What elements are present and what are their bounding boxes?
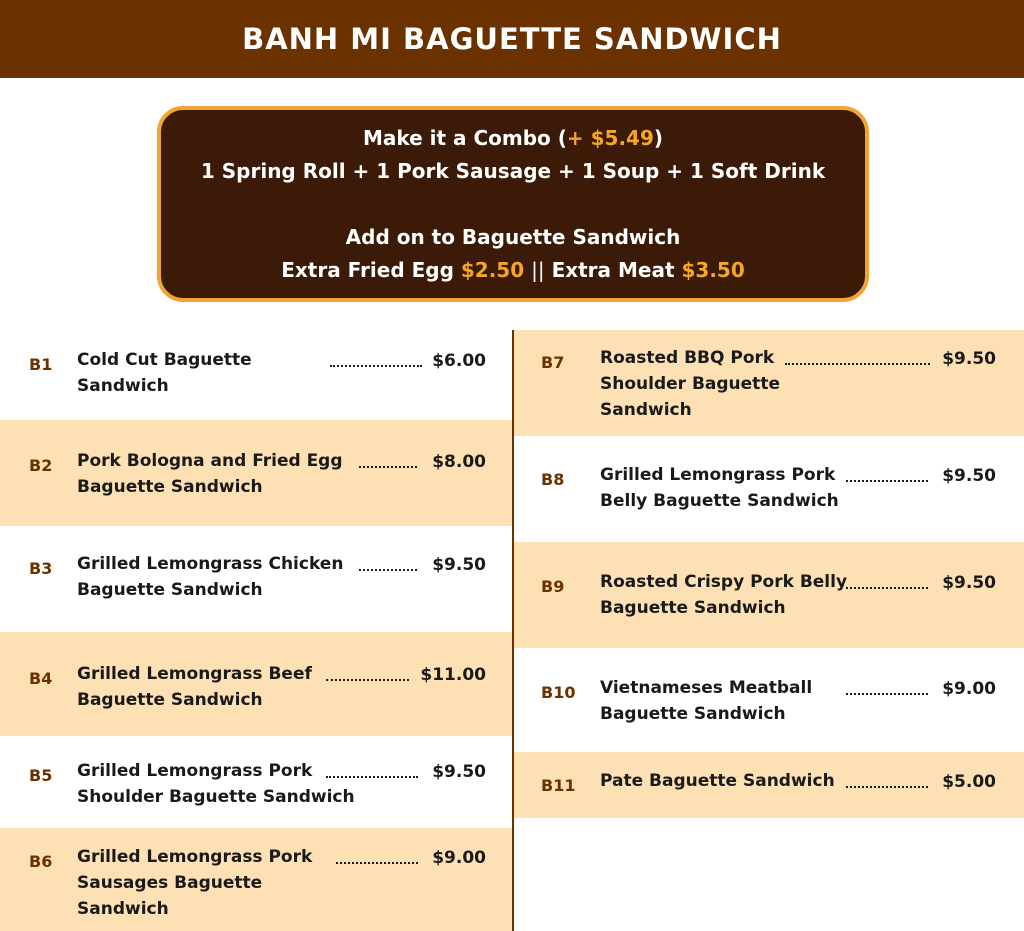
item-price: $9.50 bbox=[432, 762, 486, 782]
price-leader-dots bbox=[785, 363, 930, 365]
item-code: B7 bbox=[541, 353, 565, 372]
price-leader-dots bbox=[359, 569, 417, 571]
item-code: B9 bbox=[541, 577, 565, 596]
price-leader-dots bbox=[846, 693, 928, 695]
price-leader-dots bbox=[359, 466, 417, 468]
item-code: B3 bbox=[29, 559, 53, 578]
item-code: B5 bbox=[29, 766, 53, 785]
price-leader-dots bbox=[330, 365, 422, 367]
price-leader-dots bbox=[336, 862, 418, 864]
egg-label: Extra Fried Egg bbox=[281, 258, 454, 282]
item-price: $6.00 bbox=[432, 351, 486, 371]
meat-price: $3.50 bbox=[681, 258, 745, 282]
item-name: Grilled Lemongrass Chicken Baguette Sandwich bbox=[77, 554, 344, 600]
item-code: B11 bbox=[541, 776, 576, 795]
item-name: Grilled Lemongrass Pork Sausages Baguette Sandwich bbox=[77, 847, 313, 919]
combo-title-text: Make it a Combo ( bbox=[362, 126, 567, 150]
egg-price: $2.50 bbox=[460, 258, 525, 282]
item-code: B8 bbox=[541, 470, 565, 489]
item-price: $9.00 bbox=[432, 848, 486, 868]
combo-box bbox=[157, 106, 869, 302]
price-leader-dots bbox=[326, 776, 418, 778]
item-name: Pate Baguette Sandwich bbox=[600, 771, 835, 791]
item-name: Grilled Lemongrass Pork Belly Baguette Sandwich bbox=[600, 465, 839, 511]
addon-separator: || bbox=[531, 258, 545, 282]
menu-header bbox=[0, 0, 1024, 78]
price-leader-dots bbox=[846, 587, 928, 589]
item-name: Pork Bologna and Fried Egg Baguette Sandwich bbox=[77, 451, 343, 497]
item-price: $9.50 bbox=[942, 349, 996, 369]
item-price: $9.00 bbox=[942, 679, 996, 699]
item-code: B4 bbox=[29, 669, 53, 688]
item-name: Grilled Lemongrass Pork Shoulder Baguette Sandwich bbox=[77, 761, 355, 807]
meat-label: Extra Meat bbox=[551, 258, 675, 282]
item-code: B1 bbox=[29, 355, 53, 374]
addon-title: Add on to Baguette Sandwich bbox=[345, 225, 681, 249]
item-name: Vietnameses Meatball Baguette Sandwich bbox=[600, 678, 813, 724]
item-code: B6 bbox=[29, 852, 53, 871]
item-name: Roasted Crispy Pork Belly Baguette Sandwich bbox=[600, 572, 848, 618]
item-price: $11.00 bbox=[420, 665, 486, 685]
item-name: Roasted BBQ Pork Shoulder Baguette Sandwich bbox=[600, 348, 780, 420]
item-price: $9.50 bbox=[432, 555, 486, 575]
item-price: $5.00 bbox=[942, 772, 996, 792]
item-price: $9.50 bbox=[942, 573, 996, 593]
item-name: Grilled Lemongrass Beef Baguette Sandwich bbox=[77, 664, 312, 710]
price-leader-dots bbox=[846, 786, 928, 788]
addon-options bbox=[161, 258, 865, 282]
item-price: $8.00 bbox=[432, 452, 486, 472]
page-title: BANH MI BAGUETTE SANDWICH bbox=[242, 22, 782, 56]
item-code: B10 bbox=[541, 683, 576, 702]
item-name: Cold Cut Baguette Sandwich bbox=[77, 350, 252, 396]
combo-items: 1 Spring Roll + 1 Pork Sausage + 1 Soup + 1 Soft Drink bbox=[200, 159, 826, 183]
price-leader-dots bbox=[326, 679, 409, 681]
combo-title bbox=[161, 126, 865, 150]
item-price: $9.50 bbox=[942, 466, 996, 486]
combo-title-close: ) bbox=[653, 126, 664, 150]
item-code: B2 bbox=[29, 456, 53, 475]
combo-price: + $5.49 bbox=[566, 126, 654, 150]
price-leader-dots bbox=[846, 480, 928, 482]
